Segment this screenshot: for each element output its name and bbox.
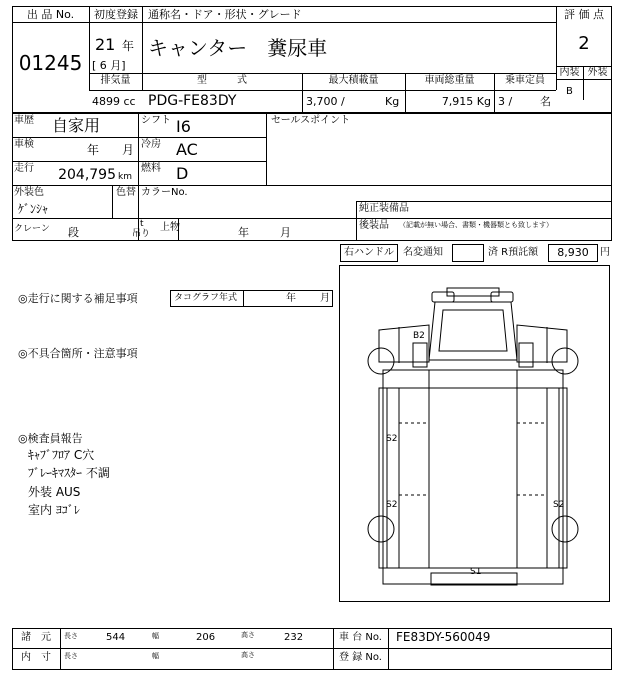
damage-mark-right-rear: S2	[553, 500, 565, 510]
max-load: 3,700 /	[306, 95, 345, 108]
genuine-equipment-label: 純正装備品	[359, 203, 409, 214]
interior-height-label: 高さ	[241, 651, 255, 659]
inspector-line: 室内 ﾖｺﾞﾚ	[28, 503, 80, 517]
model-code: PDG-FE83DY	[148, 93, 237, 109]
name-change-notice: 名変通知	[403, 247, 443, 258]
lift-month-unit: 月	[280, 226, 291, 239]
max-load-label: 最大積載量	[328, 75, 379, 86]
fuel-label: 燃料	[141, 163, 161, 174]
max-load-unit: Kg	[385, 95, 400, 108]
length-label: 長さ	[64, 632, 78, 640]
chassis-number-label: 車 台 No.	[339, 632, 382, 643]
aftermarket-label: 後装品	[359, 220, 389, 231]
shift: I6	[176, 117, 191, 136]
damage-mark-cab: B2	[413, 331, 425, 341]
chassis-number: FE83DY-560049	[396, 630, 491, 644]
inspector-line: 外装 AUS	[28, 485, 81, 499]
defects-heading: ◎不具合箇所・注意事項	[18, 347, 138, 360]
exterior-color-label: 外装色	[14, 187, 44, 198]
gross-weight-label: 車両総重量	[424, 75, 475, 86]
lot-number: 01245	[18, 51, 83, 75]
length: 544	[106, 632, 126, 643]
damage-mark-rear: S1	[470, 567, 482, 577]
year-unit: 年	[122, 39, 135, 53]
crane-stage: 段	[68, 226, 79, 239]
lift-year-unit: 年	[238, 226, 249, 239]
tachograph-month-unit: 月	[320, 293, 330, 304]
color-no-label: カラーNo.	[141, 187, 188, 198]
fuel: D	[176, 164, 189, 183]
sales-point-label: セールスポイント	[271, 115, 351, 126]
shift-label: シフト	[141, 115, 171, 126]
tachograph-label: タコグラフ年式	[174, 293, 238, 303]
interior-grade: B	[566, 86, 573, 97]
history: 自家用	[52, 116, 101, 135]
crane-hang: 吊り	[132, 229, 151, 239]
crane-ton: t	[140, 219, 144, 229]
capacity: 3 /	[498, 95, 513, 108]
mileage: 204,795	[58, 167, 116, 183]
dimensions-label: 諸 元	[21, 632, 51, 643]
ac: AC	[176, 140, 198, 159]
footer-frame	[12, 628, 612, 670]
inspection-year-unit: 年	[87, 143, 100, 157]
width: 206	[196, 632, 216, 643]
tachograph-year-unit: 年	[286, 293, 296, 304]
first-registration-label: 初度登録	[94, 8, 138, 21]
interior-length-label: 長さ	[64, 652, 78, 660]
displacement-label: 排気量	[100, 75, 131, 86]
gross-weight: 7,915 Kg	[441, 95, 491, 108]
recycle-amount: 8,930	[557, 246, 589, 259]
right-handle: 右ハンドル	[344, 247, 394, 258]
name-change-checkbox	[452, 244, 484, 262]
ac-label: 冷房	[141, 139, 161, 150]
recycle-label: 済 R預託額	[488, 247, 539, 258]
model-name-label: 通称名・ドア・形状・グレード	[148, 8, 302, 21]
registration-number-label: 登 録 No.	[339, 652, 382, 663]
mileage-unit: km	[118, 172, 132, 182]
height: 232	[284, 632, 304, 643]
crane-label: クレーン	[14, 224, 50, 234]
interior-width-label: 幅	[152, 652, 159, 660]
inspection-month-unit: 月	[122, 143, 135, 157]
lot-number-label: 出 品 No.	[26, 8, 75, 21]
inspector-line: ﾌﾞﾚｰｷﾏｽﾀｰ 不調	[28, 466, 110, 480]
first-registration-year: 21	[95, 35, 116, 54]
interior-dimensions-label: 内 寸	[21, 652, 51, 663]
interior-grade-label: 内装	[559, 67, 580, 78]
capacity-unit: 名	[540, 95, 551, 108]
history-label: 車歴	[14, 115, 34, 126]
inspector-line: ｷｬﾌﾞﾌﾛｱ C穴	[28, 448, 95, 462]
recycle-unit: 円	[600, 247, 610, 258]
exterior-grade-label: 外装	[587, 67, 608, 78]
color-change-label: 色替	[116, 187, 136, 198]
exterior-color: ｹﾞﾝｼｬ	[18, 202, 49, 216]
vehicle-damage-diagram	[339, 265, 610, 602]
driving-remarks-heading: ◎走行に関する補足事項	[18, 292, 138, 305]
score: 2	[578, 33, 590, 54]
first-registration-month: [ 6 月]	[92, 59, 126, 72]
aftermarket-note: （記載が無い場合、書類・機器類とも致します）	[399, 221, 553, 229]
model-type-label: 型 式	[197, 75, 247, 86]
lift-label: 上物	[160, 222, 180, 233]
score-label: 評 価 点	[564, 8, 604, 21]
inspection-label: 車検	[14, 139, 34, 150]
width-label: 幅	[152, 632, 159, 640]
height-label: 高さ	[241, 631, 255, 639]
mileage-label: 走行	[14, 163, 34, 174]
inspector-heading: ◎検査員報告	[18, 432, 83, 445]
model-name: キャンター 糞尿車	[148, 36, 328, 60]
displacement: 4899 cc	[92, 95, 136, 108]
damage-mark-left-rear: S2	[386, 500, 398, 510]
capacity-label: 乗車定員	[505, 75, 545, 86]
damage-mark-left-body: S2	[386, 434, 398, 444]
